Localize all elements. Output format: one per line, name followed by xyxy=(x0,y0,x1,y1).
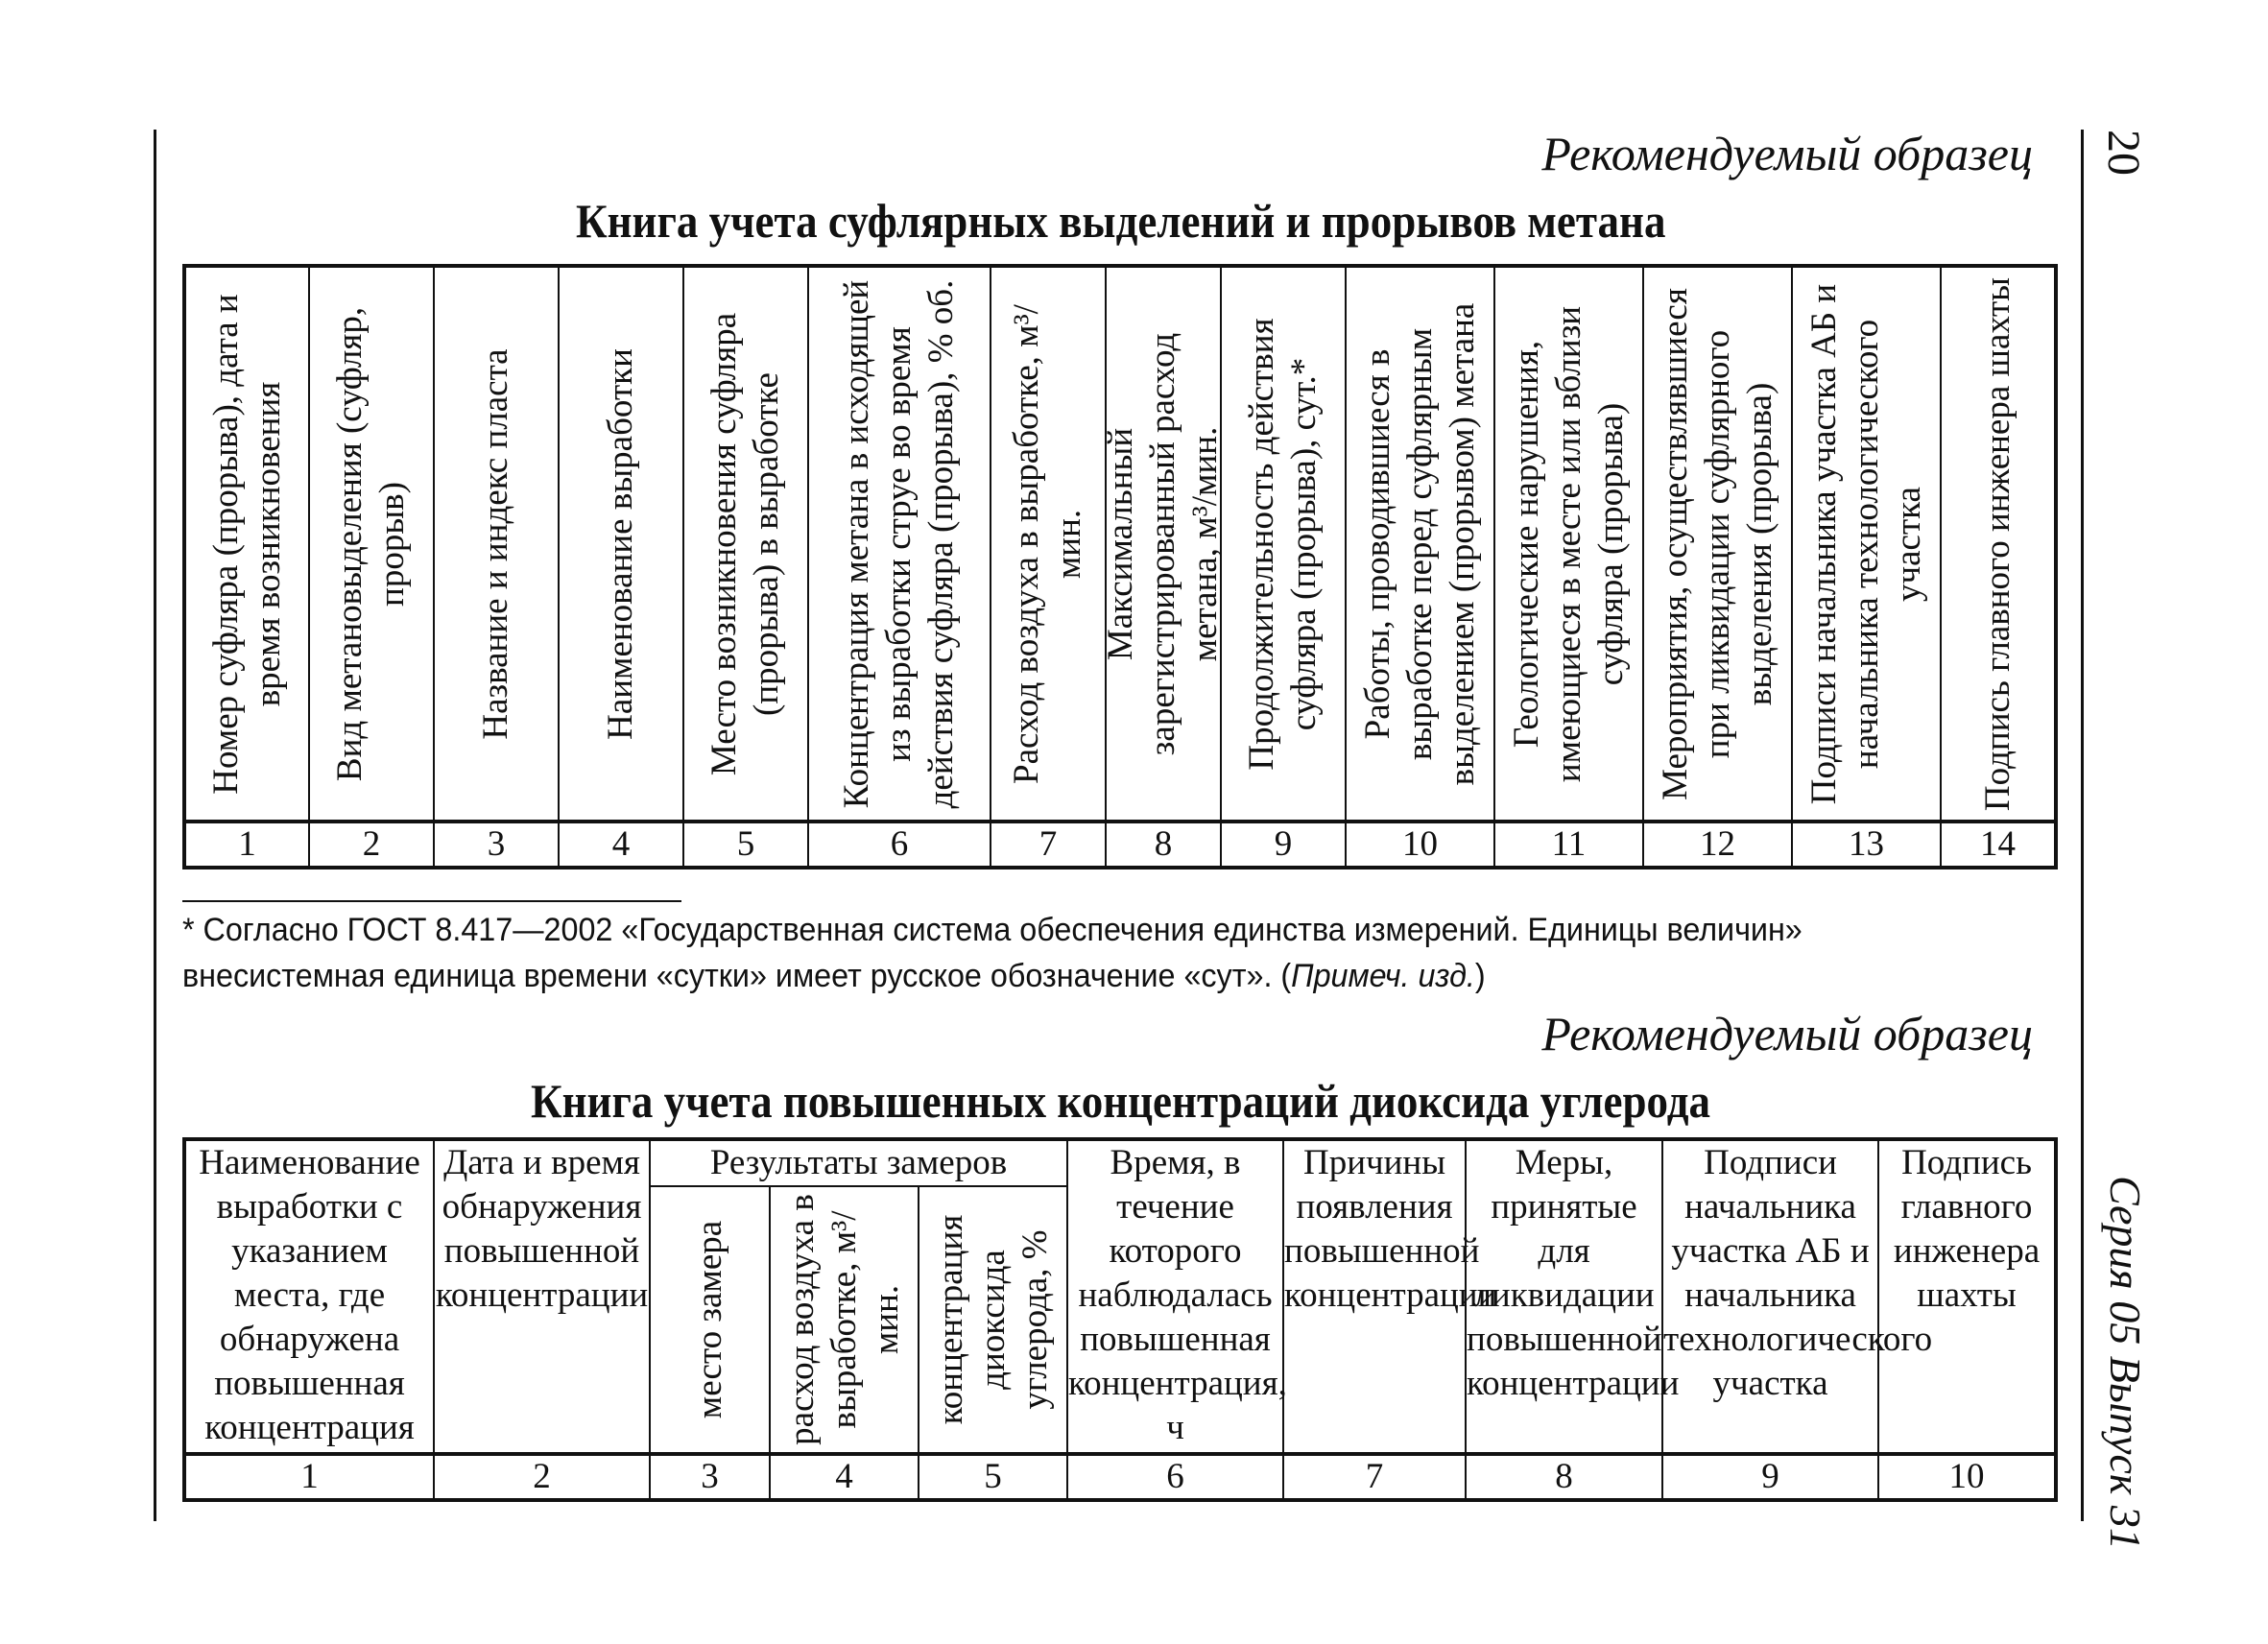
col-number: 9 xyxy=(1662,1454,1878,1500)
col-number: 2 xyxy=(309,822,434,868)
col-number: 8 xyxy=(1466,1454,1662,1500)
col-header: Время, в течение которого наблюдалась повышенная концентрация, ч xyxy=(1067,1139,1283,1454)
col-number: 3 xyxy=(650,1454,770,1500)
col-number: 7 xyxy=(991,822,1106,868)
col-number: 4 xyxy=(770,1454,919,1500)
col-number: 12 xyxy=(1643,822,1792,868)
col-number: 14 xyxy=(1941,822,2056,868)
col-header: Место возникновения суфляра (прорыва) в выработке xyxy=(683,266,808,822)
col-header: Подпись главного инженера шахты xyxy=(1941,266,2056,822)
col-header: Продолжительность действия суфляра (прорыва), сут.* xyxy=(1221,266,1346,822)
col-header: Дата и время обнаружения повышенной концентрации xyxy=(434,1139,650,1454)
col-number: 6 xyxy=(1067,1454,1283,1500)
col-header: Работы, проводившиеся в выработке перед суфлярным выделением (прорывом) метана xyxy=(1346,266,1494,822)
col-header: Расход воздуха в выработке, м³/мин. xyxy=(991,266,1106,822)
col-header: Причины появления повышенной концентрации xyxy=(1283,1139,1466,1454)
group-header: Результаты замеров xyxy=(650,1139,1067,1186)
subcol-header: концентрация диоксида углерода, % xyxy=(919,1186,1067,1454)
col-number: 5 xyxy=(683,822,808,868)
col-number: 5 xyxy=(919,1454,1067,1500)
left-margin-line xyxy=(154,130,156,1521)
recommended-label-1: Рекомендуемый образец xyxy=(1541,127,2033,180)
right-margin-line xyxy=(2081,130,2084,1521)
col-header: Максимальный зарегистрированный расход метана, м³/мин. xyxy=(1106,266,1221,822)
col-number: 2 xyxy=(434,1454,650,1500)
table2-number-row xyxy=(184,1454,2056,1500)
col-header: Название и индекс пласта xyxy=(434,266,559,822)
page-number: 20 xyxy=(2098,130,2149,176)
col-number: 4 xyxy=(559,822,683,868)
col-number: 3 xyxy=(434,822,559,868)
methane-table xyxy=(182,264,2058,870)
col-number: 10 xyxy=(1346,822,1494,868)
table2-header-row xyxy=(184,1139,2056,1186)
col-header: Концентрация метана в исходящей из выработки струе во время действия суфляра (прорыва), % об. xyxy=(808,266,991,822)
table2-title: Книга учета повышенных концентраций диоксида углерода xyxy=(531,1074,1710,1128)
col-header: Вид метановыделения (суфляр, прорыв) xyxy=(309,266,434,822)
col-number: 7 xyxy=(1283,1454,1466,1500)
footnote: * Согласно ГОСТ 8.417—2002 «Государственная система обеспечения единства измерений. Единицы величин» внесистемная единица времени «сутки» имеет русское обозначение «сут». (Примеч. изд.) xyxy=(182,912,1802,994)
col-number: 1 xyxy=(184,822,309,868)
col-number: 1 xyxy=(184,1454,434,1500)
col-number: 8 xyxy=(1106,822,1221,868)
subcol-header: расход воздуха в выработке, м³/мин. xyxy=(770,1186,919,1454)
col-header: Мероприятия, осуществлявшиеся при ликвидации суфлярного выделения (прорыва) xyxy=(1643,266,1792,822)
col-header: Номер суфляра (прорыва), дата и время возникновения xyxy=(184,266,309,822)
col-number: 11 xyxy=(1494,822,1643,868)
table1-header-row xyxy=(184,266,2056,822)
col-number: 13 xyxy=(1792,822,1941,868)
col-number: 9 xyxy=(1221,822,1346,868)
col-header: Подписи начальника участка АБ и начальника технологического участка xyxy=(1792,266,1941,822)
co2-table xyxy=(182,1137,2058,1502)
col-number: 6 xyxy=(808,822,991,868)
col-header: Подпись главного инженера шахты xyxy=(1878,1139,2056,1454)
col-number: 10 xyxy=(1878,1454,2056,1500)
col-header: Геологические нарушения, имеющиеся в месте или вблизи суфляра (прорыва) xyxy=(1494,266,1643,822)
table1-title: Книга учета суфлярных выделений и прорывов метана xyxy=(576,194,1666,248)
recommended-label-2: Рекомендуемый образец xyxy=(1541,1007,2033,1060)
col-header: Наименование выработки с указанием места, где обнаружена повышенная концентрация xyxy=(184,1139,434,1454)
table1-number-row xyxy=(184,822,2056,868)
col-header: Наименование выработки xyxy=(559,266,683,822)
col-header: Подписи начальника участка АБ и начальника технологического участка xyxy=(1662,1139,1878,1454)
footnote-rule xyxy=(182,900,681,902)
col-header: Меры, принятые для ликвидации повышенной концентрации xyxy=(1466,1139,1662,1454)
series-label: Серия 05 Выпуск 31 xyxy=(2101,1176,2150,1550)
subcol-header: место замера xyxy=(650,1186,770,1454)
